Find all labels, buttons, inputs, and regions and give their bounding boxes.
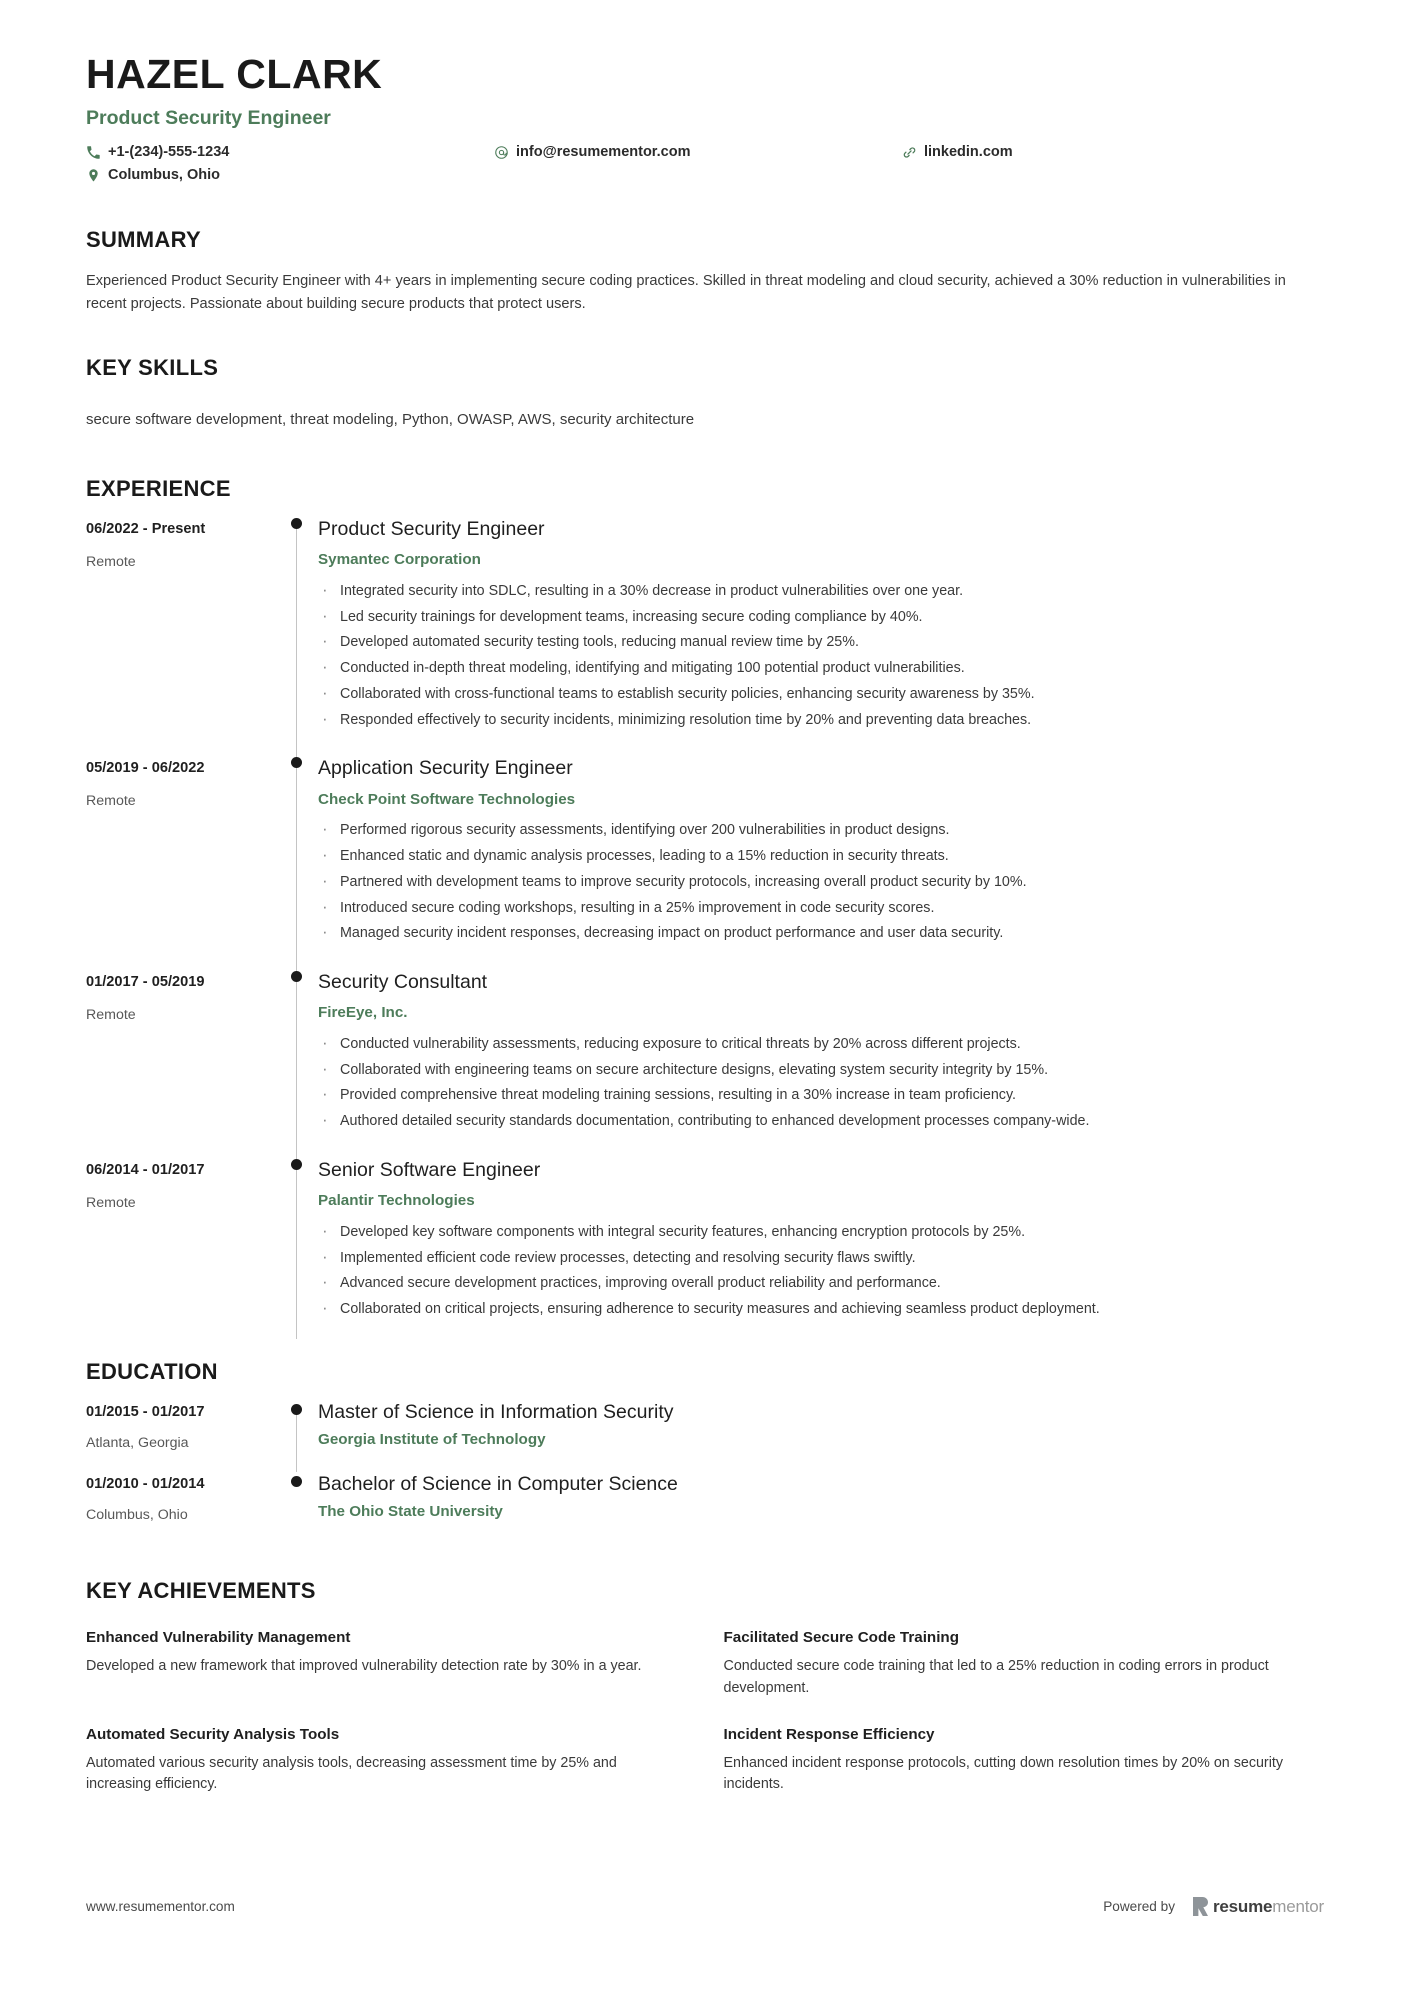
contact-info xyxy=(86,141,1324,187)
contact-phone[interactable] xyxy=(86,141,494,164)
education-entry xyxy=(86,1472,1324,1544)
experience-bullet: · Managed security incident responses, decreasing impact on product performance and user data security. xyxy=(318,923,1324,943)
summary-section-title: SUMMARY xyxy=(86,227,201,253)
experience-entry-company: Symantec Corporation xyxy=(318,551,481,569)
education-entry-dates: 01/2010 - 01/2014 xyxy=(86,1475,205,1492)
timeline-dot-icon xyxy=(291,757,302,768)
footer-branding xyxy=(1103,1896,1324,1917)
experience-entry-meta xyxy=(86,970,282,1158)
timeline-dot-icon xyxy=(291,1476,302,1487)
education-section-title: EDUCATION xyxy=(86,1359,218,1385)
education-timeline xyxy=(86,1400,1324,1544)
experience-bullet: · Authored detailed security standards documentation, contributing to enhanced development processes company-wide. xyxy=(318,1111,1324,1131)
experience-entry-location: Remote xyxy=(86,1006,136,1023)
timeline-line xyxy=(296,978,297,1168)
link-icon xyxy=(902,145,917,160)
resumementor-wordmark xyxy=(1213,1898,1324,1915)
timeline-dot-icon xyxy=(291,1159,302,1170)
experience-bullet-list xyxy=(318,820,1324,943)
experience-entry-role: Senior Software Engineer xyxy=(318,1158,541,1181)
key-achievement-description: Developed a new framework that improved vulnerability detection rate by 30% in a year. xyxy=(86,1658,642,1675)
brand-light-text: mentor xyxy=(1272,1897,1324,1916)
education-entry-dates: 01/2015 - 01/2017 xyxy=(86,1403,205,1420)
experience-bullet: · Led security trainings for development teams, increasing secure coding compliance by 40%. xyxy=(318,607,1324,627)
resume-footer xyxy=(86,1896,1324,1917)
education-entry-meta xyxy=(86,1472,282,1544)
experience-entry xyxy=(86,756,1324,970)
education-entry-degree: Master of Science in Information Security xyxy=(318,1400,674,1423)
experience-entry xyxy=(86,517,1324,756)
experience-entry-dates: 05/2019 - 06/2022 xyxy=(86,760,205,777)
timeline-rail xyxy=(282,1400,318,1472)
key-achievement-title: Enhanced Vulnerability Management xyxy=(86,1629,351,1647)
education-entry-meta xyxy=(86,1400,282,1472)
candidate-name: HAZEL CLARK xyxy=(86,51,383,97)
education-entry-school: Georgia Institute of Technology xyxy=(318,1431,546,1449)
email-icon xyxy=(494,145,509,160)
experience-entry-role: Application Security Engineer xyxy=(318,757,573,780)
experience-entry-role: Security Consultant xyxy=(318,970,488,993)
experience-bullet: · Developed key software components with integral security features, enhancing encryption protocols by 25%. xyxy=(318,1222,1324,1242)
footer-url[interactable]: www.resumementor.com xyxy=(86,1899,235,1914)
summary-text: Experienced Product Security Engineer with 4+ years in implementing secure coding practices. Skilled in threat modeling and cloud security, achieved a 30% reduction in vulnerabilities in recent projects. Passionate about building secure products that protect users. xyxy=(86,272,1286,313)
experience-bullet: · Collaborated with engineering teams on secure architecture designs, elevating system security integrity by 15%. xyxy=(318,1060,1324,1080)
key-achievement-description: Enhanced incident response protocols, cutting down resolution times by 20% on security incidents. xyxy=(723,1754,1283,1793)
key-achievements-section-title: KEY ACHIEVEMENTS xyxy=(86,1578,316,1604)
experience-entry-meta xyxy=(86,1158,282,1346)
timeline-rail xyxy=(282,1158,318,1346)
experience-entry-role: Product Security Engineer xyxy=(318,517,545,540)
experience-entry-body xyxy=(318,970,1324,1158)
key-achievement-item xyxy=(86,1628,684,1699)
contact-location-label: Columbus, Ohio xyxy=(108,167,220,184)
experience-section xyxy=(86,476,1324,1345)
key-achievements-section xyxy=(86,1578,1324,1796)
timeline-rail xyxy=(282,517,318,756)
contact-location xyxy=(86,164,494,187)
experience-entry-body xyxy=(318,1158,1324,1346)
key-achievement-description: Automated various security analysis tools, decreasing assessment time by 25% and increasing efficiency. xyxy=(86,1754,617,1793)
timeline-dot-icon xyxy=(291,1404,302,1415)
key-achievements-grid xyxy=(86,1628,1321,1795)
contact-phone-label: +1-(234)-555-1234 xyxy=(108,144,230,161)
experience-bullet: · Performed rigorous security assessments, identifying over 200 vulnerabilities in product designs. xyxy=(318,820,1324,840)
key-skills-section xyxy=(86,355,1324,432)
experience-bullet: · Collaborated on critical projects, ensuring adherence to security measures and achieving seamless product deployment. xyxy=(318,1299,1324,1319)
experience-bullet: · Partnered with development teams to improve security protocols, increasing overall product security by 10%. xyxy=(318,872,1324,892)
timeline-rail xyxy=(282,1472,318,1544)
key-achievement-title: Incident Response Efficiency xyxy=(723,1726,935,1744)
education-entry-location: Columbus, Ohio xyxy=(86,1507,188,1524)
experience-entry-location: Remote xyxy=(86,793,136,810)
experience-entry xyxy=(86,1158,1324,1346)
key-skills-section-title: KEY SKILLS xyxy=(86,354,219,380)
candidate-job-title: Product Security Engineer xyxy=(86,106,331,129)
experience-timeline xyxy=(86,517,1324,1346)
experience-bullet: · Conducted vulnerability assessments, reducing exposure to critical threats by 20% across different projects. xyxy=(318,1034,1324,1054)
experience-bullet-list xyxy=(318,581,1324,730)
timeline-rail xyxy=(282,756,318,970)
education-entry-body xyxy=(318,1400,1324,1472)
resume-header xyxy=(86,0,1324,187)
experience-entry-body xyxy=(318,517,1324,756)
experience-entry-location: Remote xyxy=(86,553,136,570)
resumementor-mark-icon xyxy=(1191,1896,1208,1917)
key-achievement-title: Automated Security Analysis Tools xyxy=(86,1726,340,1744)
key-achievement-item xyxy=(86,1725,684,1796)
experience-bullet: · Collaborated with cross-functional teams to establish security policies, enhancing security awareness by 35%. xyxy=(318,684,1324,704)
key-skills-text: secure software development, threat modeling, Python, OWASP, AWS, security architecture xyxy=(86,411,695,429)
experience-bullet: · Enhanced static and dynamic analysis processes, leading to a 15% reduction in security threats. xyxy=(318,846,1324,866)
summary-section xyxy=(86,227,1324,317)
experience-section-title: EXPERIENCE xyxy=(86,476,231,502)
education-entry-body xyxy=(318,1472,1324,1544)
timeline-dot-icon xyxy=(291,518,302,529)
education-entry-degree: Bachelor of Science in Computer Science xyxy=(318,1472,678,1495)
experience-entry-body xyxy=(318,756,1324,970)
location-icon xyxy=(86,168,101,183)
education-entry xyxy=(86,1400,1324,1472)
powered-by-label: Powered by xyxy=(1103,1899,1175,1914)
experience-entry-company: Palantir Technologies xyxy=(318,1191,475,1209)
experience-bullet: · Implemented efficient code review processes, detecting and resolving security flaws swiftly. xyxy=(318,1248,1324,1268)
timeline-line xyxy=(296,525,297,766)
key-achievement-item xyxy=(724,1628,1322,1699)
experience-entry-meta xyxy=(86,756,282,970)
experience-bullet: · Integrated security into SDLC, resulting in a 30% decrease in product vulnerabilities over one year. xyxy=(318,581,1324,601)
contact-linkedin[interactable] xyxy=(902,141,1324,164)
experience-entry-company: Check Point Software Technologies xyxy=(318,790,576,808)
resumementor-logo xyxy=(1191,1896,1324,1917)
key-achievement-description: Conducted secure code training that led to a 25% reduction in coding errors in product development. xyxy=(723,1658,1269,1696)
contact-linkedin-label: linkedin.com xyxy=(924,144,1013,161)
experience-entry-dates: 06/2014 - 01/2017 xyxy=(86,1161,205,1178)
timeline-line xyxy=(296,1166,297,1340)
experience-bullet: · Introduced secure coding workshops, resulting in a 25% improvement in code security scores. xyxy=(318,898,1324,918)
timeline-line xyxy=(296,1411,297,1472)
experience-bullet: · Provided comprehensive threat modeling training sessions, resulting in a 30% increase in team proficiency. xyxy=(318,1085,1324,1105)
education-entry-location: Atlanta, Georgia xyxy=(86,1434,189,1451)
education-section xyxy=(86,1359,1324,1544)
experience-bullet: · Advanced secure development practices, improving overall product reliability and performance. xyxy=(318,1273,1324,1293)
experience-entry xyxy=(86,970,1324,1158)
brand-bold-text: resume xyxy=(1213,1897,1273,1916)
experience-entry-company: FireEye, Inc. xyxy=(318,1004,408,1022)
timeline-dot-icon xyxy=(291,971,302,982)
key-achievement-item xyxy=(724,1725,1322,1796)
timeline-line xyxy=(296,764,297,980)
experience-bullet: · Developed automated security testing tools, reducing manual review time by 25%. xyxy=(318,632,1324,652)
timeline-rail xyxy=(282,970,318,1158)
experience-entry-location: Remote xyxy=(86,1194,136,1211)
experience-entry-dates: 01/2017 - 05/2019 xyxy=(86,973,205,990)
phone-icon xyxy=(86,145,101,160)
experience-bullet: · Responded effectively to security incidents, minimizing resolution time by 20% and preventing data breaches. xyxy=(318,710,1324,730)
experience-entry-dates: 06/2022 - Present xyxy=(86,520,206,537)
experience-bullet-list xyxy=(318,1222,1324,1320)
experience-bullet: · Conducted in-depth threat modeling, identifying and mitigating 100 potential product vulnerabilities. xyxy=(318,658,1324,678)
education-entry-school: The Ohio State University xyxy=(318,1503,503,1521)
contact-email[interactable] xyxy=(494,141,902,164)
contact-email-label: info@resumementor.com xyxy=(516,144,691,161)
experience-entry-meta xyxy=(86,517,282,756)
key-achievement-title: Facilitated Secure Code Training xyxy=(723,1629,959,1647)
experience-bullet-list xyxy=(318,1034,1324,1132)
